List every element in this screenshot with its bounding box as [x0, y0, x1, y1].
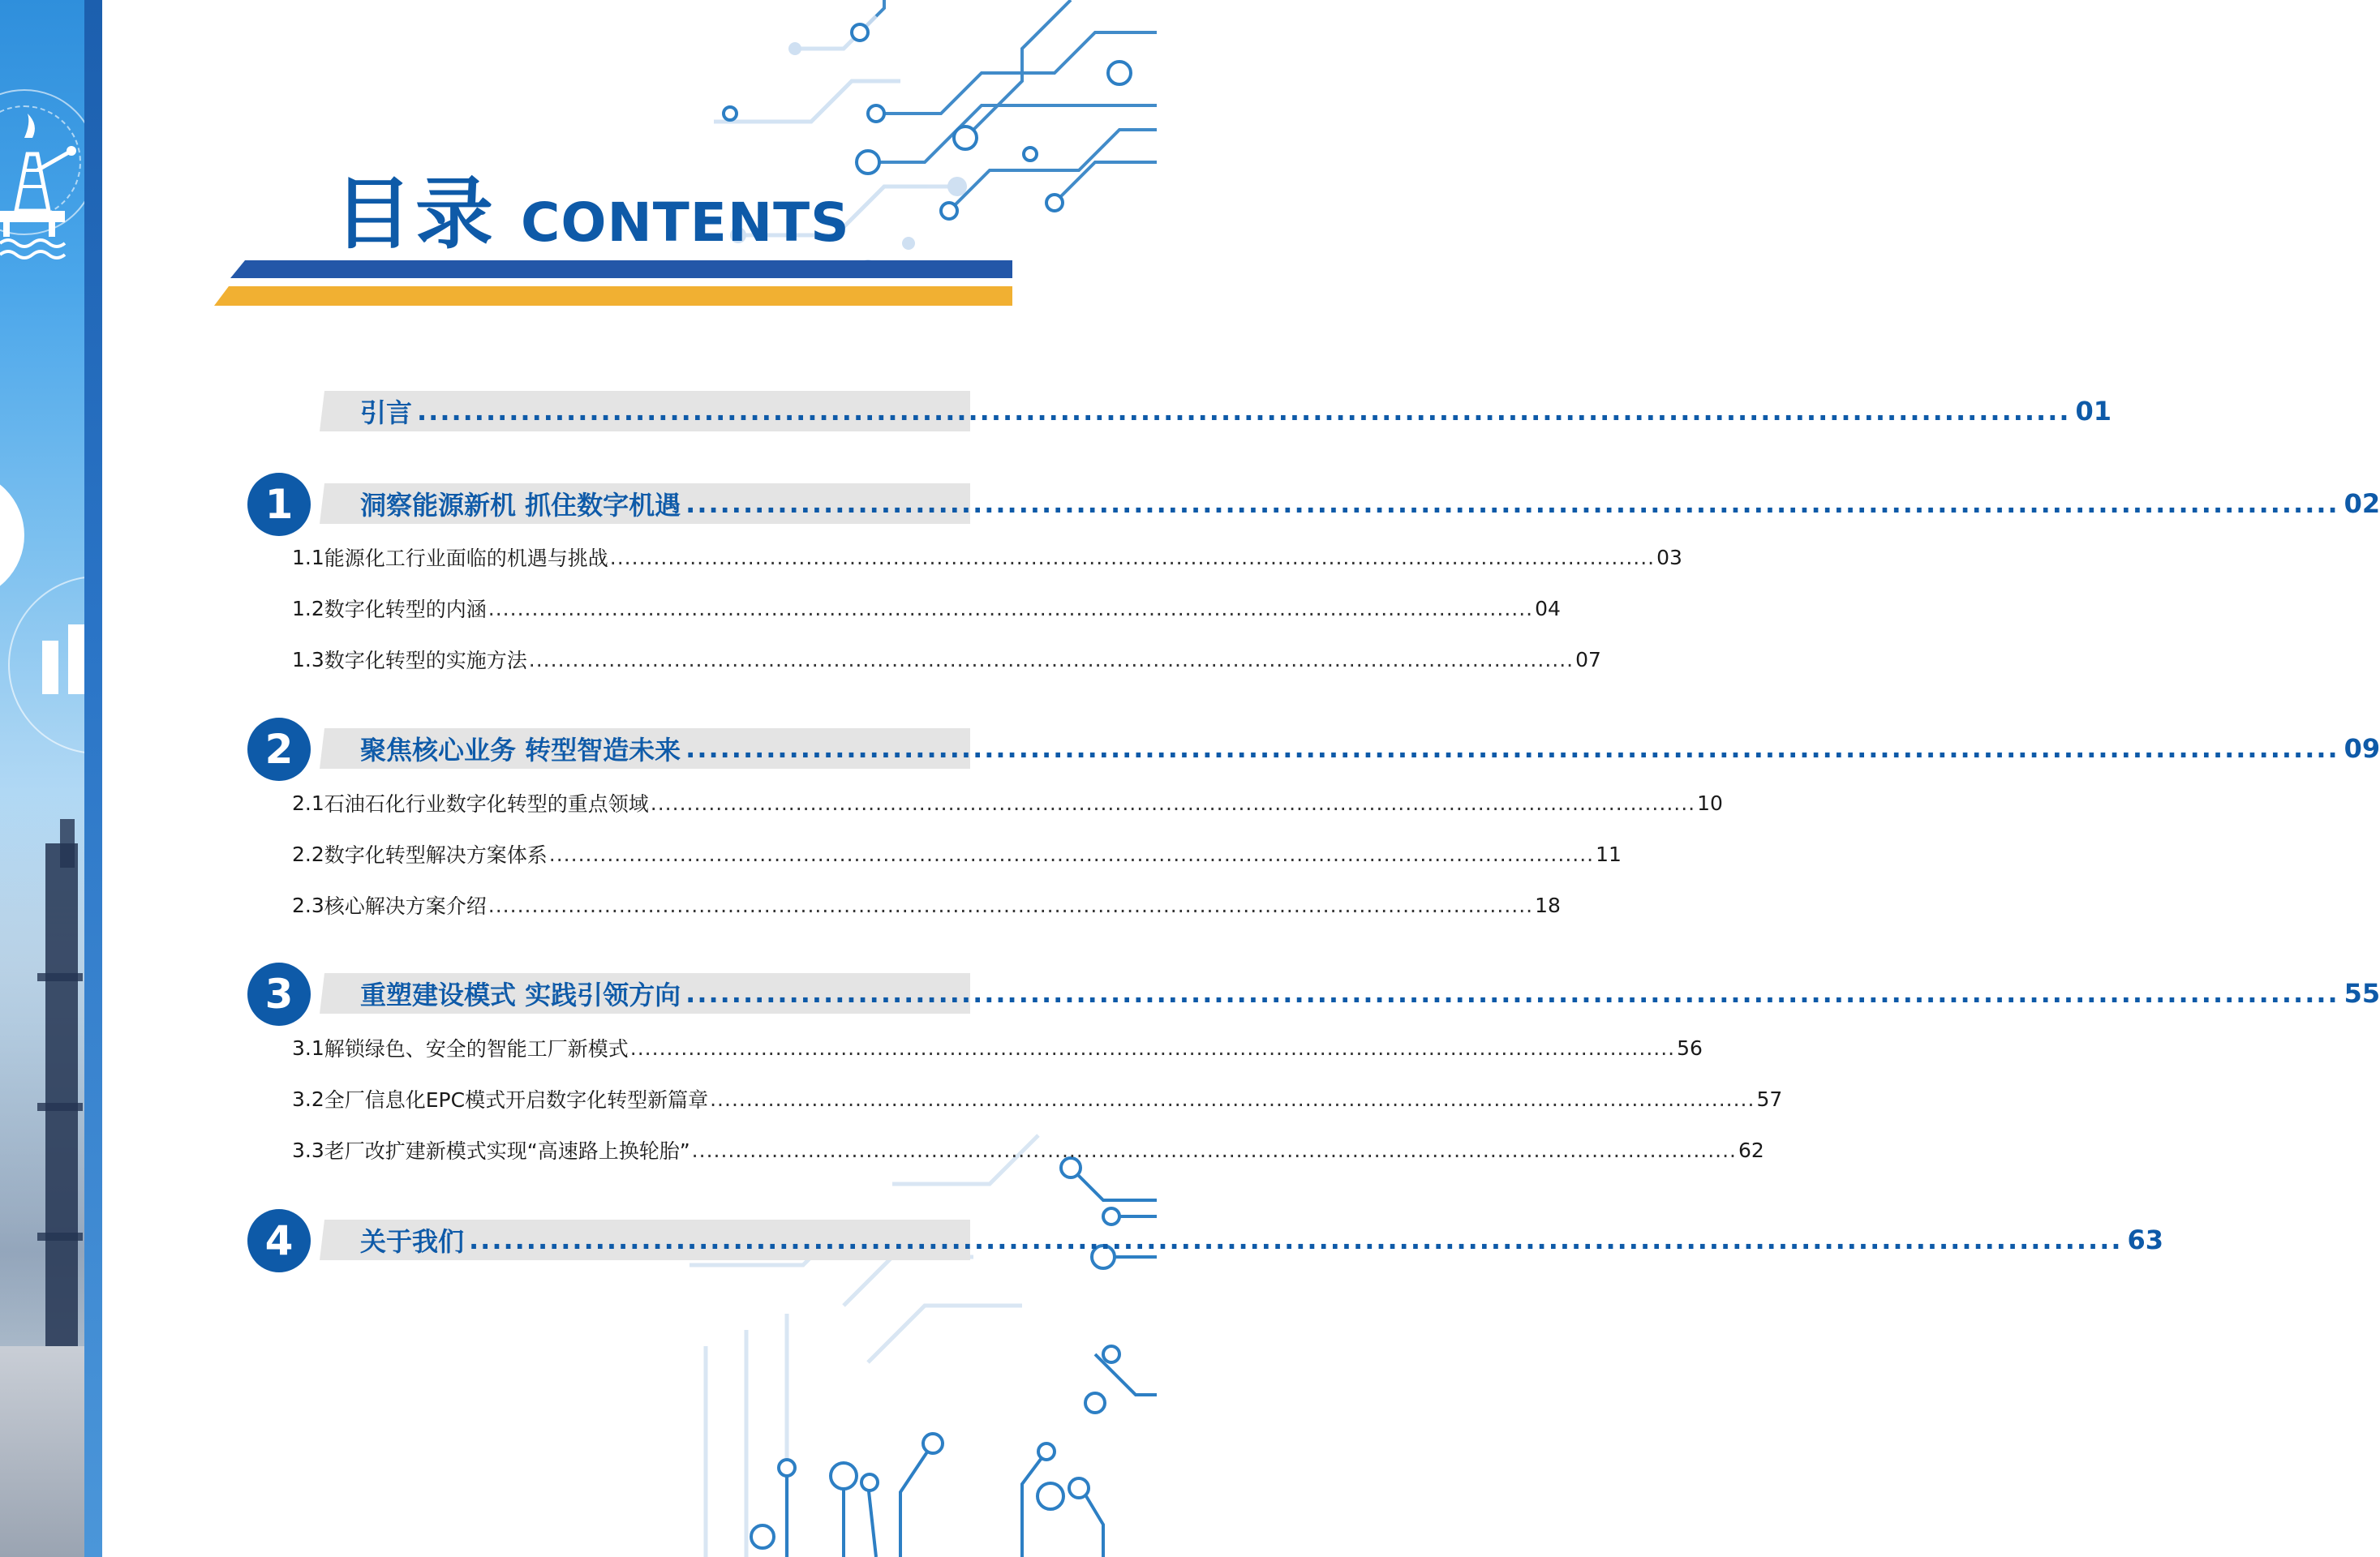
dot-leader: ................................................................................................................................................ [629, 1036, 1676, 1060]
section-label: 聚焦核心业务 转型智造未来 [360, 735, 681, 766]
item-number: 1.3 [292, 647, 324, 671]
intro-label: 引言 [360, 397, 413, 428]
item-number: 2.2 [292, 842, 324, 866]
section-label: 关于我们 [360, 1226, 465, 1257]
item-page: 11 [1596, 842, 1622, 866]
title-bar-blue [230, 260, 1012, 278]
item-number: 2.3 [292, 893, 324, 917]
toc-item-1-3[interactable] [292, 643, 1601, 676]
item-label: 数字化转型的实施方法 [324, 649, 527, 672]
section-page: 09 [2343, 733, 2380, 764]
item-number: 3.3 [292, 1138, 324, 1162]
dot-leader: ................................................................................................................................................ [488, 596, 1534, 620]
item-label: 核心解决方案介绍 [324, 894, 487, 918]
dot-leader: ................................................................................................................................................ [685, 733, 2339, 764]
dot-leader: ................................................................................................................................................ [488, 893, 1534, 917]
section-label: 重塑建设模式 实践引领方向 [360, 980, 681, 1010]
toc-section-2[interactable] [360, 728, 2380, 769]
item-page: 18 [1535, 893, 1561, 917]
toc-item-3-3[interactable] [292, 1134, 1764, 1166]
toc-item-1-2[interactable] [292, 592, 1561, 624]
toc-section-3[interactable] [360, 973, 2380, 1014]
intro-page: 01 [2075, 396, 2112, 427]
section-number-badge: 3 [247, 963, 311, 1026]
section-page: 02 [2343, 488, 2380, 519]
section-number-badge: 2 [247, 718, 311, 781]
title-bar-yellow [214, 286, 1012, 306]
toc-intro-entry[interactable] [360, 391, 2112, 431]
dot-leader: ................................................................................................................................................ [650, 791, 1696, 815]
dot-leader: ................................................................................................................................................ [685, 978, 2339, 1009]
hud-disc [0, 470, 24, 600]
title-en: CONTENTS [521, 191, 850, 254]
item-label: 解锁绿色、安全的智能工厂新模式 [324, 1037, 629, 1061]
page-title [334, 152, 850, 264]
item-page: 03 [1656, 545, 1682, 569]
item-page: 62 [1738, 1138, 1764, 1162]
title-cn: 目录 [334, 169, 496, 260]
toc-item-3-1[interactable] [292, 1032, 1703, 1064]
item-label: 全厂信息化EPC模式开启数字化转型新篇章 [324, 1088, 709, 1112]
section-label: 洞察能源新机 抓住数字机遇 [360, 490, 681, 521]
toc-item-2-1[interactable] [292, 787, 1723, 819]
item-number: 3.1 [292, 1036, 324, 1060]
dot-leader: ................................................................................................................................................ [528, 647, 1574, 671]
dot-leader: ................................................................................................................................................ [691, 1138, 1738, 1162]
toc-item-1-1[interactable] [292, 541, 1682, 573]
dot-leader: ................................................................................................................................................ [548, 842, 1595, 866]
item-page: 10 [1697, 791, 1723, 815]
item-label: 数字化转型的内涵 [324, 598, 487, 621]
dot-leader: ................................................................................................................................................ [710, 1087, 1755, 1111]
toc-item-2-3[interactable] [292, 889, 1561, 921]
item-page: 04 [1535, 596, 1561, 620]
section-page: 55 [2343, 978, 2380, 1009]
item-number: 2.1 [292, 791, 324, 815]
item-number: 1.2 [292, 596, 324, 620]
item-page: 07 [1575, 647, 1601, 671]
item-label: 石油石化行业数字化转型的重点领域 [324, 792, 649, 816]
oil-rig-icon [0, 122, 81, 284]
circuit-decoration-bottom [681, 1103, 1157, 1557]
toc-section-1[interactable] [360, 483, 2380, 524]
item-page: 56 [1677, 1036, 1703, 1060]
bar-icon-2 [68, 624, 84, 694]
dot-leader: ................................................................................................................................................ [417, 396, 2071, 427]
item-label: 能源化工行业面临的机遇与挑战 [324, 547, 608, 570]
toc-item-2-2[interactable] [292, 838, 1622, 870]
dot-leader: ................................................................................................................................................ [469, 1225, 2123, 1255]
bar-icon-1 [42, 641, 58, 694]
dot-leader: ................................................................................................................................................ [609, 545, 1656, 569]
toc-item-3-2[interactable] [292, 1083, 1783, 1115]
dot-leader: ................................................................................................................................................ [685, 488, 2339, 519]
section-number-badge: 1 [247, 473, 311, 536]
strip-edge [84, 0, 102, 1557]
item-label: 数字化转型解决方案体系 [324, 843, 548, 867]
item-number: 3.2 [292, 1087, 324, 1111]
section-page: 63 [2127, 1225, 2164, 1255]
item-page: 57 [1756, 1087, 1783, 1111]
section-number-badge: 4 [247, 1209, 311, 1272]
item-label: 老厂改扩建新模式实现“高速路上换轮胎” [324, 1139, 690, 1163]
toc-section-4[interactable] [360, 1220, 2164, 1260]
item-number: 1.1 [292, 545, 324, 569]
refinery-photo [0, 795, 84, 1557]
side-photo-strip [0, 0, 102, 1557]
